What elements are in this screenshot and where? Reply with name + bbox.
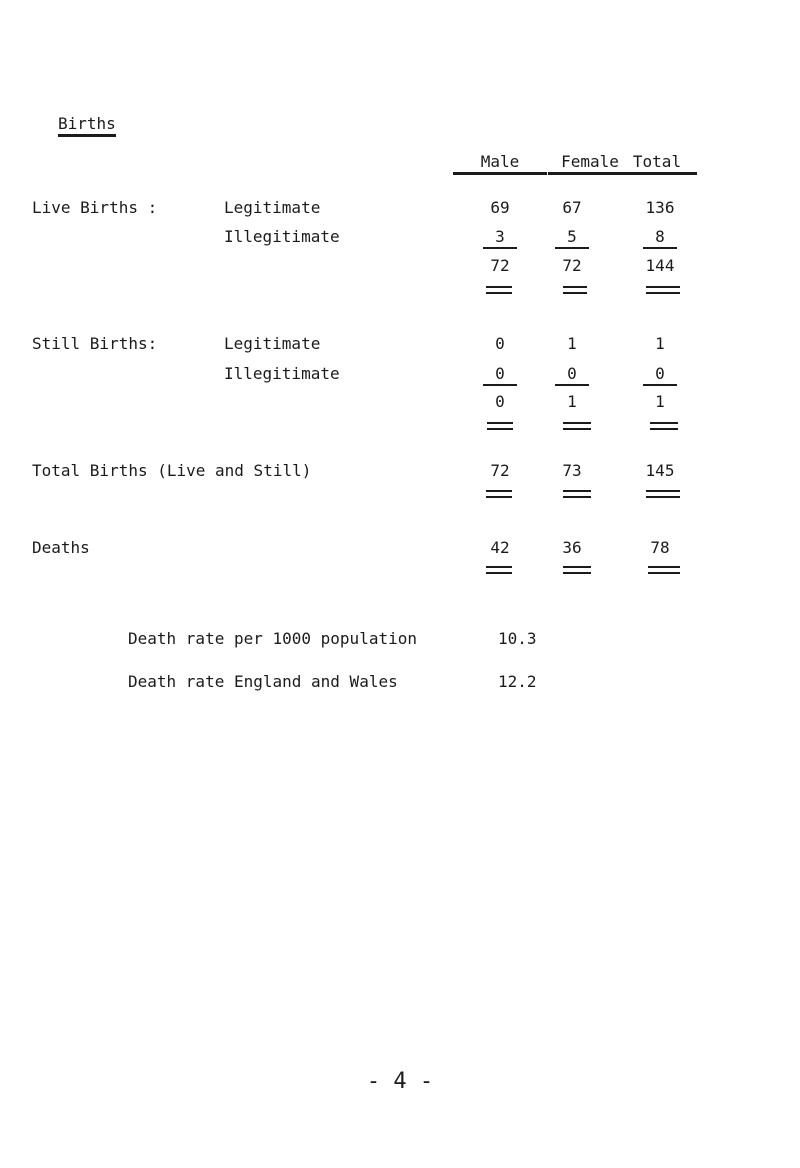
still-births-label: Still Births: xyxy=(32,334,158,353)
deaths-total: 78 xyxy=(650,538,670,557)
still-illegitimate-label: Illegitimate xyxy=(224,364,340,383)
live-births-label: Live Births : xyxy=(32,198,158,217)
double-underline xyxy=(486,566,512,574)
live-illegitimate-female-value: 5 xyxy=(555,227,589,249)
live-total-female: 72 xyxy=(562,256,582,275)
double-underline xyxy=(486,286,512,294)
total-births-female: 73 xyxy=(562,461,582,480)
total-births-total: 145 xyxy=(645,461,675,480)
live-illegitimate-male-value: 3 xyxy=(483,227,517,249)
still-total-total: 1 xyxy=(655,392,665,411)
double-underline xyxy=(563,566,591,574)
total-births-male: 72 xyxy=(490,461,510,480)
still-illegitimate-male-value: 0 xyxy=(483,364,517,386)
still-total-male: 0 xyxy=(495,392,505,411)
double-underline xyxy=(487,422,513,430)
deaths-label: Deaths xyxy=(32,538,90,557)
page-title: Births xyxy=(58,114,116,137)
still-legitimate-male: 0 xyxy=(495,334,505,353)
header-female: Female xyxy=(548,152,632,175)
double-underline xyxy=(563,286,587,294)
live-illegitimate-label: Illegitimate xyxy=(224,227,340,246)
live-illegitimate-female xyxy=(527,227,617,249)
double-underline xyxy=(648,566,680,574)
death-rate-label: Death rate per 1000 population xyxy=(128,629,417,648)
deaths-female: 36 xyxy=(562,538,582,557)
still-illegitimate-total xyxy=(615,364,705,386)
deaths-male: 42 xyxy=(490,538,510,557)
total-births-label: Total Births (Live and Still) xyxy=(32,461,312,480)
live-legitimate-male: 69 xyxy=(490,198,510,217)
still-legitimate-label: Legitimate xyxy=(224,334,321,353)
still-legitimate-female: 1 xyxy=(567,334,577,353)
live-legitimate-label: Legitimate xyxy=(224,198,321,217)
double-underline xyxy=(563,422,591,430)
double-underline xyxy=(646,286,680,294)
live-total-male: 72 xyxy=(490,256,510,275)
death-rate-ew-value: 12.2 xyxy=(498,672,537,691)
double-underline xyxy=(486,490,512,498)
still-total-female: 1 xyxy=(567,392,577,411)
live-illegitimate-total-value: 8 xyxy=(643,227,677,249)
page-number: - 4 - xyxy=(366,1069,434,1094)
header-male: Male xyxy=(453,152,547,175)
live-legitimate-total: 136 xyxy=(645,198,675,217)
double-underline xyxy=(646,490,680,498)
still-illegitimate-female xyxy=(527,364,617,386)
double-underline xyxy=(563,490,591,498)
double-underline xyxy=(650,422,678,430)
header-total: Total xyxy=(617,152,697,175)
still-illegitimate-total-value: 0 xyxy=(643,364,677,386)
live-total-total: 144 xyxy=(645,256,675,275)
death-rate-ew-label: Death rate England and Wales xyxy=(128,672,398,691)
still-illegitimate-female-value: 0 xyxy=(555,364,589,386)
still-legitimate-total: 1 xyxy=(655,334,665,353)
live-illegitimate-total xyxy=(615,227,705,249)
live-legitimate-female: 67 xyxy=(562,198,582,217)
death-rate-value: 10.3 xyxy=(498,629,537,648)
